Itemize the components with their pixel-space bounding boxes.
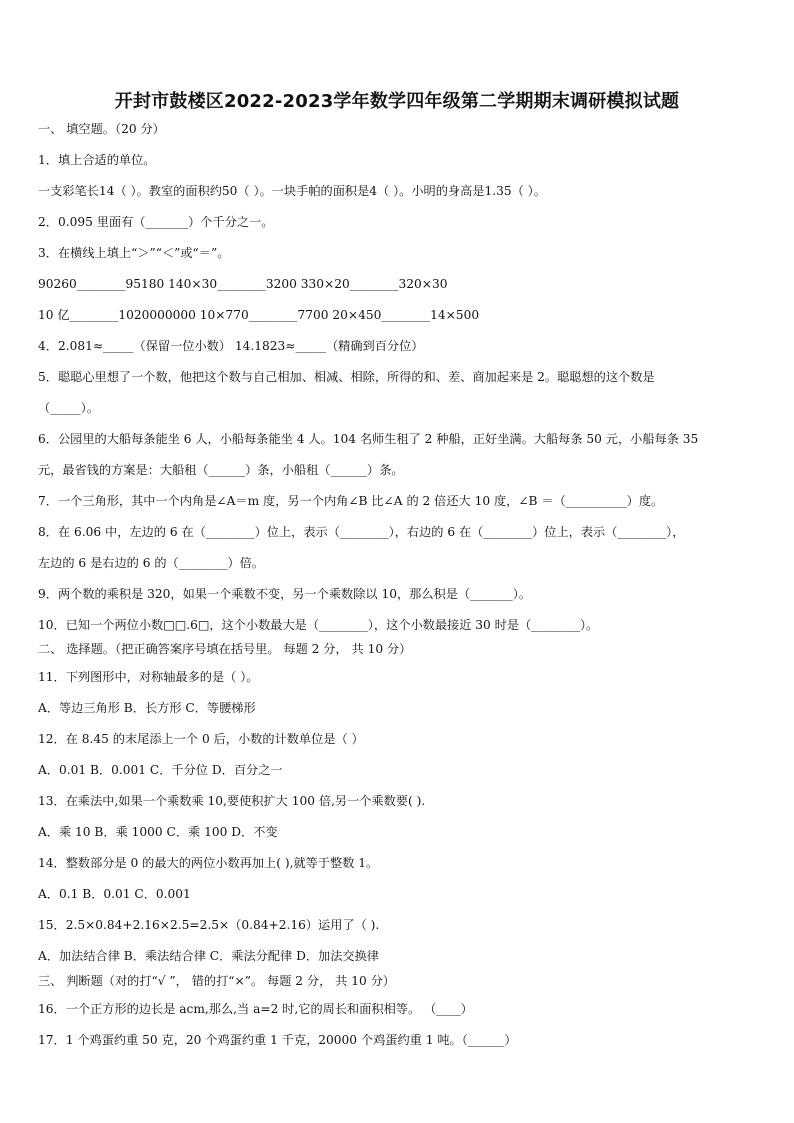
- question-15-options: A．加法结合律 B．乘法结合律 C．乘法分配律 D．加法交换律: [38, 949, 379, 963]
- question-17: 17．1 个鸡蛋约重 50 克，20 个鸡蛋约重 1 千克，20000 个鸡蛋约重 1 吨。（______）: [38, 1033, 517, 1047]
- question-1-body: 一支彩笔长14（ ）。教室的面积约50（ ）。一块手帕的面积是4（ ）。小明的身高是1.35（ ）。: [38, 184, 546, 198]
- question-3-row-2: 10 亿________1020000000 10×770________7700 20×450________14×500: [38, 308, 480, 322]
- question-15: 15．2.5×0.84+2.16×2.5=2.5×（0.84+2.16）运用了（ ).: [38, 918, 380, 932]
- question-12-options: A．0.01 B．0.001 C．千分位 D．百分之一: [38, 763, 283, 777]
- question-14-options: A．0.1 B．0.01 C．0.001: [38, 887, 191, 901]
- question-14: 14．整数部分是 0 的最大的两位小数再加上( ),就等于整数 1。: [38, 856, 379, 870]
- question-12: 12．在 8.45 的末尾添上一个 0 后，小数的计数单位是（ ）: [38, 732, 364, 746]
- question-4: 4．2.081≈_____（保留一位小数） 14.1823≈_____（精确到百分位）: [38, 339, 424, 353]
- question-3: 3．在横线上填上“＞”“＜”或“＝”。: [38, 246, 230, 260]
- question-3-row-1: 90260________95180 140×30________3200 330×20________320×30: [38, 277, 448, 291]
- question-6: 6．公园里的大船每条能坐 6 人，小船每条能坐 4 人。104 名师生租了 2 种船，正好坐满。大船每条 50 元，小船每条 35: [38, 432, 699, 446]
- page-title: 开封市鼓楼区2022-2023学年数学四年级第二学期期末调研模拟试题: [114, 91, 680, 112]
- question-8: 8．在 6.06 中，左边的 6 在（________）位上，表示（________），右边的 6 在（________）位上，表示（________），: [38, 525, 685, 539]
- question-5-cont: （_____）。: [38, 401, 99, 415]
- section-heading-judge: 三、 判断题（对的打“√ ”， 错的打“×”。 每题 2 分， 共 10 分）: [38, 974, 395, 988]
- section-heading-fill-in: 一、 填空题。（20 分）: [38, 122, 165, 136]
- question-5: 5．聪聪心里想了一个数，他把这个数与自己相加、相减、相除，所得的和、差、商加起来是 2。聪聪想的这个数是: [38, 370, 655, 384]
- question-10: 10．已知一个两位小数□□.6□，这个小数最大是（________），这个小数最接近 30 时是（________）。: [38, 618, 599, 632]
- question-6-cont: 元，最省钱的方案是：大船租（______）条，小船租（______）条。: [38, 463, 404, 477]
- question-13-options: A．乘 10 B．乘 1000 C．乘 100 D．不变: [38, 825, 278, 839]
- question-7: 7．一个三角形，其中一个内角是∠A＝m 度，另一个内角∠B 比∠A 的 2 倍还大 10 度，∠B ＝（__________）度。: [38, 494, 664, 508]
- question-9: 9．两个数的乘积是 320，如果一个乘数不变，另一个乘数除以 10，那么积是（_______）。: [38, 587, 532, 601]
- section-heading-choice: 二、 选择题。（把正确答案序号填在括号里。 每题 2 分， 共 10 分）: [38, 642, 412, 656]
- question-16: 16．一个正方形的边长是 acm,那么,当 a=2 时,它的周长和面积相等。 （____）: [38, 1002, 473, 1016]
- question-8-cont: 左边的 6 是右边的 6 的（________）倍。: [38, 556, 265, 570]
- question-2: 2．0.095 里面有（_______）个千分之一。: [38, 215, 274, 229]
- question-1: 1．填上合适的单位。: [38, 153, 156, 167]
- question-13: 13．在乘法中,如果一个乘数乘 10,要使积扩大 100 倍,另一个乘数要( ).: [38, 794, 426, 808]
- question-11-options: A．等边三角形 B．长方形 C．等腰梯形: [38, 701, 256, 715]
- question-11: 11．下列图形中，对称轴最多的是（ ）。: [38, 670, 259, 684]
